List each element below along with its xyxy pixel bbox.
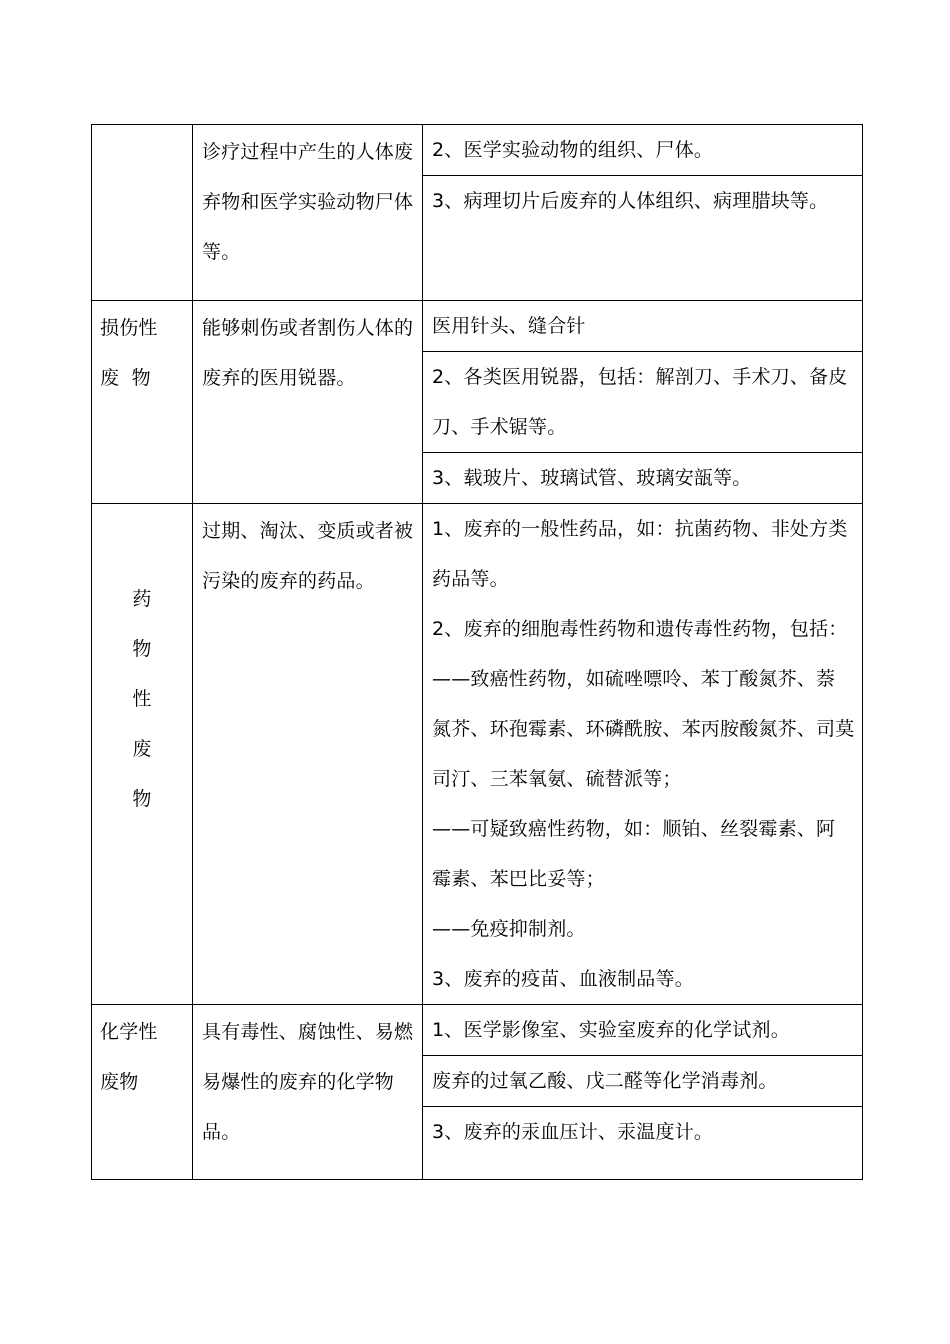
sharps-item-3: 3、载玻片、玻璃试管、玻璃安瓿等。: [423, 453, 863, 504]
category-chemical: [92, 1005, 193, 1180]
sharps-item-1: 医用针头、缝合针: [423, 301, 863, 352]
category-char: 药: [132, 588, 152, 610]
category-char: 废: [132, 738, 152, 760]
chemical-item-1: 1、医学影像室、实验室废弃的化学试剂。: [423, 1005, 863, 1056]
pharmaceutical-line: ——致癌性药物，如硫唑嘌呤、苯丁酸氮芥、萘: [432, 668, 836, 690]
category-sharps-line2: 废 物: [100, 367, 151, 389]
pharmaceutical-line: 药品等。: [432, 568, 509, 590]
category-chemical-line1: 化学性: [100, 1021, 158, 1043]
chemical-item-3: 3、废弃的汞血压计、汞温度计。: [423, 1107, 863, 1180]
chemical-item-2: 废弃的过氧乙酸、戊二醛等化学消毒剂。: [423, 1056, 863, 1107]
table-row: [92, 1005, 863, 1056]
pharmaceutical-line: ——免疫抑制剂。: [432, 918, 586, 940]
pathological-item-2: 2、医学实验动物的组织、尸体。: [423, 125, 863, 176]
category-sharps-line1: 损伤性: [100, 317, 158, 339]
pharmaceutical-line: 霉素、苯巴比妥等；: [432, 868, 605, 890]
table-row: [92, 125, 863, 176]
category-char: 物: [132, 638, 152, 660]
category-cell-empty: [92, 125, 193, 301]
chemical-description: 具有毒性、腐蚀性、易燃易爆性的废弃的化学物品。: [193, 1005, 423, 1180]
pharmaceutical-line: 2、废弃的细胞毒性药物和遗传毒性药物，包括：: [432, 618, 848, 640]
pharmaceutical-items: [423, 504, 863, 1005]
category-sharps: [92, 301, 193, 504]
pathological-description: 诊疗过程中产生的人体废弃物和医学实验动物尸体等。: [193, 125, 423, 301]
pharmaceutical-line: 1、废弃的一般性药品，如：抗菌药物、非处方类: [432, 518, 848, 540]
category-chemical-line2: 废物: [100, 1071, 139, 1093]
table-row: [92, 504, 863, 1005]
pharmaceutical-line: 3、废弃的疫苗、血液制品等。: [432, 968, 694, 990]
pathological-item-3: 3、病理切片后废弃的人体组织、病理腊块等。: [423, 176, 863, 301]
category-char: 物: [132, 788, 152, 810]
pharmaceutical-line: 司汀、三苯氧氨、硫替派等；: [432, 768, 682, 790]
table-row: [92, 301, 863, 352]
sharps-item-2: 2、各类医用锐器，包括：解剖刀、手术刀、备皮刀、手术锯等。: [423, 352, 863, 453]
category-pharmaceutical: [92, 504, 193, 1005]
medical-waste-table: [91, 124, 863, 1180]
category-char: 性: [132, 688, 152, 710]
pharmaceutical-line: 氮芥、环孢霉素、环磷酰胺、苯丙胺酸氮芥、司莫: [432, 718, 855, 740]
pharmaceutical-description: 过期、淘汰、变质或者被污染的废弃的药品。: [193, 504, 423, 1005]
sharps-description: 能够刺伤或者割伤人体的废弃的医用锐器。: [193, 301, 423, 504]
pharmaceutical-line: ——可疑致癌性药物，如：顺铂、丝裂霉素、阿: [432, 818, 836, 840]
